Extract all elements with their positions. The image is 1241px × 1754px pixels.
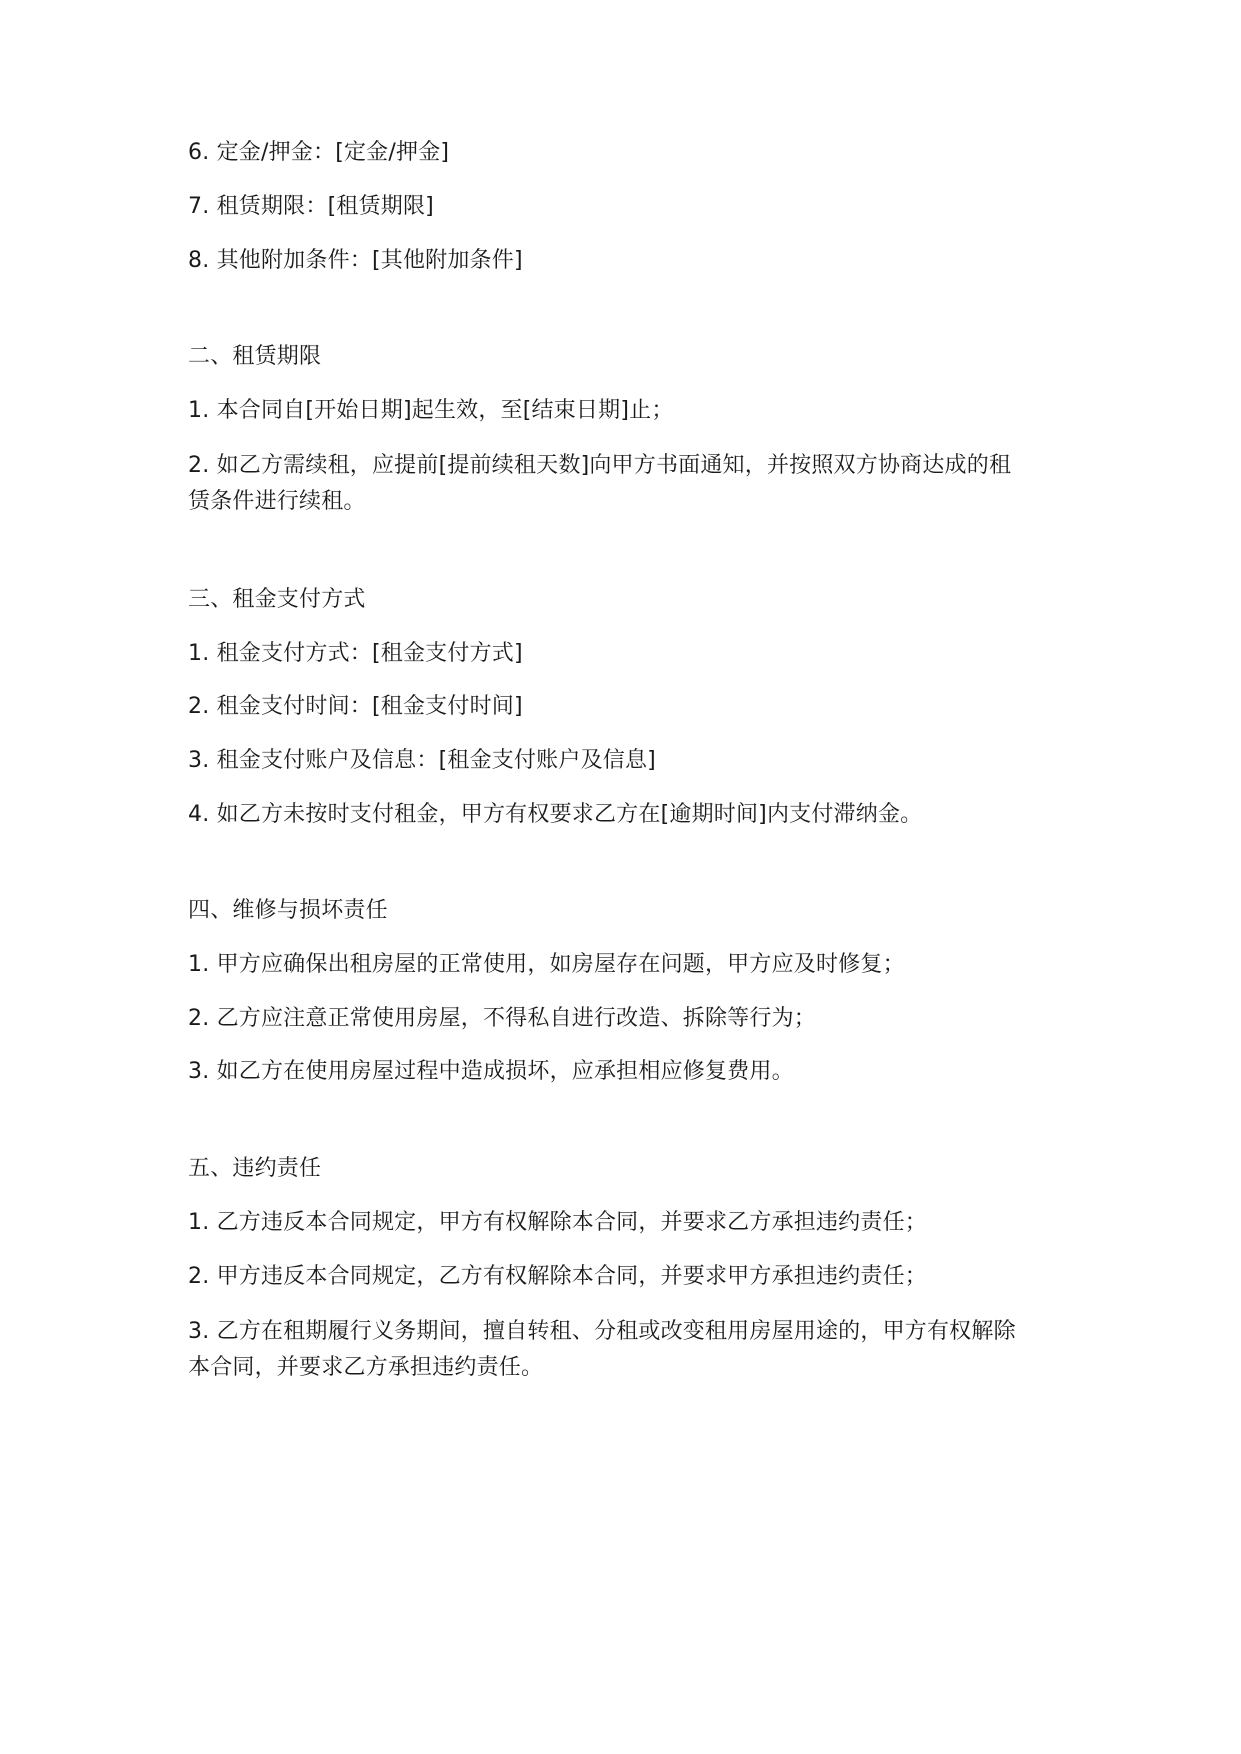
clause-damage-cost: 3. 如乙方在使用房屋过程中造成损坏，应承担相应修复费用。: [188, 1059, 794, 1084]
clause-lease-term: 7. 租赁期限：[租赁期限]: [188, 194, 434, 219]
section-heading-repair: 四、维修与损坏责任: [188, 898, 388, 923]
clause-additional-conditions: 8. 其他附加条件：[其他附加条件]: [188, 248, 523, 273]
clause-tenant-proper-use: 2. 乙方应注意正常使用房屋，不得私自进行改造、拆除等行为；: [188, 1006, 816, 1031]
clause-effective-dates: 1. 本合同自[开始日期]起生效，至[结束日期]止；: [188, 398, 674, 423]
clause-sublease-line2: 本合同，并要求乙方承担违约责任。: [188, 1355, 544, 1380]
clause-renewal-line2: 赁条件进行续租。: [188, 489, 366, 514]
section-heading-lease-period: 二、租赁期限: [188, 344, 322, 369]
clause-landlord-repair: 1. 甲方应确保出租房屋的正常使用，如房屋存在问题，甲方应及时修复；: [188, 952, 905, 977]
clause-renewal-line1: 2. 如乙方需续租，应提前[提前续租天数]向甲方书面通知，并按照双方协商达成的租: [188, 453, 1012, 478]
clause-deposit: 6. 定金/押金：[定金/押金]: [188, 140, 450, 165]
clause-sublease-line1: 3. 乙方在租期履行义务期间，擅自转租、分租或改变租用房屋用途的，甲方有权解除: [188, 1319, 1016, 1344]
clause-late-fee: 4. 如乙方未按时支付租金，甲方有权要求乙方在[逾期时间]内支付滞纳金。: [188, 802, 923, 827]
clause-payment-method: 1. 租金支付方式：[租金支付方式]: [188, 641, 523, 666]
section-heading-rent-payment: 三、租金支付方式: [188, 587, 366, 612]
clause-landlord-breach: 2. 甲方违反本合同规定，乙方有权解除本合同，并要求甲方承担违约责任；: [188, 1264, 927, 1289]
clause-tenant-breach: 1. 乙方违反本合同规定，甲方有权解除本合同，并要求乙方承担违约责任；: [188, 1210, 927, 1235]
section-heading-breach: 五、违约责任: [188, 1156, 322, 1181]
clause-payment-account: 3. 租金支付账户及信息：[租金支付账户及信息]: [188, 748, 656, 773]
clause-payment-time: 2. 租金支付时间：[租金支付时间]: [188, 694, 523, 719]
